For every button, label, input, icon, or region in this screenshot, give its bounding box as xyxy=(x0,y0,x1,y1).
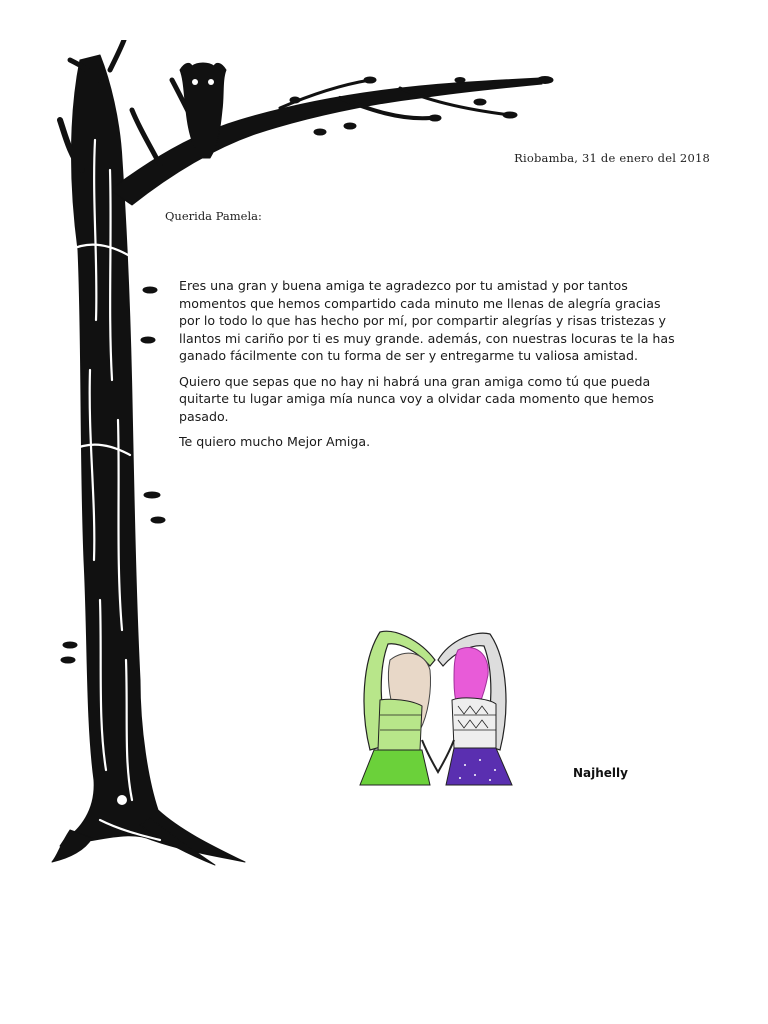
salutation: Querida Pamela: xyxy=(165,209,262,223)
two-girls-heart-icon xyxy=(350,620,525,795)
paragraph-1: Eres una gran y buena amiga te agradezco por tu amistad y por tantos momentos que hemos compartido cada minuto me llenas de alegría gracias por lo todo lo que has hecho por mí, por compartir alegrías y risas tristezas y llantos mi cariño por ti es muy grande. además, con nuestras locuras te la has ganado fácilmente con tu forma de ser y entregarme tu valiosa amistad. xyxy=(179,278,675,363)
letter-body xyxy=(179,277,679,459)
paragraph-3: Te quiero mucho Mejor Amiga. xyxy=(179,434,371,449)
signature: Najhelly xyxy=(573,766,628,780)
paragraph-2: Quiero que sepas que no hay ni habrá una gran amiga como tú que pueda quitarte tu lugar amiga mía nunca voy a olvidar cada momento que hemos pasado. xyxy=(179,373,654,424)
letter-date: Riobamba, 31 de enero del 2018 xyxy=(514,151,710,165)
